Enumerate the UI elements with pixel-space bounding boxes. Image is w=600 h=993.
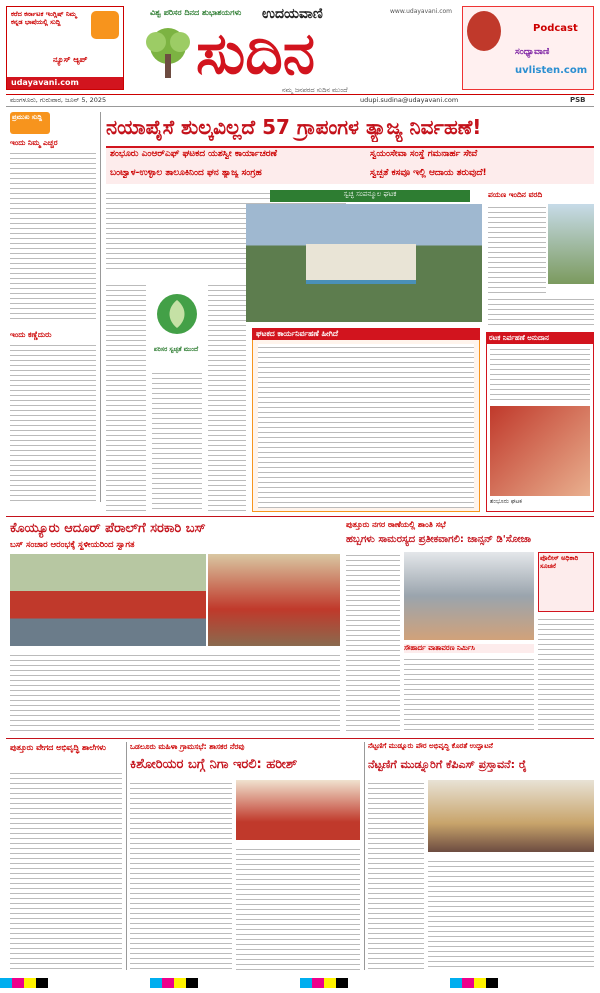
- peace-headline: ಹಬ್ಬಗಳು ಸಾಮರಸ್ಯದ ಪ್ರತೀಕವಾಗಲಿ: ಜಾನ್ಸನ್ ಡಿ'ಸೋಜಾ: [346, 534, 531, 545]
- lead-sub3: ಬಂಟ್ವಾಳ-ಉಳ್ಳಾಲ ತಾಲೂಕಿನಿಂದ ಘನ ತ್ಯಾಜ್ಯ ಸಂಗ್ರಹ: [110, 168, 262, 178]
- masthead-website[interactable]: www.udayavani.com: [390, 8, 453, 15]
- right-tag: ಪಯಣ ಇಂದಿನ ವರದಿ: [488, 190, 543, 199]
- peace-sub: ಸೌಹಾರ್ದ ವಾತಾವರಣ ನಿರ್ಮಿಸಿ: [404, 644, 534, 653]
- ad-brand: udayavani.com: [11, 78, 79, 87]
- bus-sub: ಬಸ್ ಸಂಚಾರ ಆರಂಭಕ್ಕೆ ಸ್ಥಳೀಯರಿಂದ ಸ್ವಾಗತ: [10, 540, 135, 550]
- masthead-brand: ಉದಯವಾಣಿ: [262, 6, 323, 22]
- podcast-brand: uvlisten.com: [515, 65, 588, 76]
- masthead-tagline-bottom: ನಮ್ಮ ಜನಪರದ ಸುದಿನ ಮುಂದೆ: [282, 86, 348, 94]
- presenter-photo: [467, 11, 501, 51]
- lead-body-col1: [106, 282, 146, 512]
- right-box-photo: [490, 406, 590, 496]
- bottom-left-body: [10, 770, 122, 970]
- tree-logo: [138, 24, 198, 84]
- app-label: ನ್ಯೂಸ್ ಆ್ಯಪ್: [53, 55, 88, 64]
- kp-body-right: [428, 858, 594, 970]
- kishori-body-right: [236, 846, 360, 970]
- lead-sub4: ಸ್ವಚ್ಛತೆ ಕಸವೂ ಇಲ್ಲಿ ಆದಾಯ ತರುವುದೆ!: [370, 168, 487, 178]
- lead-body-col2: [208, 282, 246, 512]
- right-box-body: [490, 346, 590, 404]
- right-col-body-2: [488, 296, 594, 328]
- bottom-rule-2: [364, 742, 365, 970]
- app-icon: [91, 11, 119, 39]
- page-code: PSB: [570, 96, 586, 104]
- kp-headline: ನೆಟ್ಟಣಿಗೆ ಮುಡ್ನೂರಿಗೆ ಕೆಪಿಎಸ್ ಪ್ರಸ್ತಾವನೆ: ರೈ: [368, 758, 527, 771]
- masthead-tagline-top: ವಿಶ್ವ ಪರಿಸರ ದಿನದ ಶುಭಾಶಯಗಳು: [150, 8, 242, 17]
- left-item2-title: ಇಂದು ಕಣ್ಣೆದುರು: [10, 330, 52, 339]
- issue-date: ಮಂಗಳೂರು, ಗುರುವಾರ, ಜೂನ್ 5, 2025: [10, 96, 107, 104]
- kishori-photo: [236, 780, 360, 840]
- lead-photo: [246, 204, 482, 322]
- bottom-rule-1: [126, 742, 127, 970]
- color-registration-bar: [0, 978, 600, 988]
- peace-body-right: [538, 616, 594, 734]
- right-box-caption: ಶಂಭೂರು ಘಟಕ: [490, 498, 522, 505]
- left-column-rule: [100, 112, 101, 502]
- kishori-headline: ಕಿಶೋರಿಯರ ಬಗ್ಗೆ ನಿಗಾ ಇರಲಿ: ಹರೀಶ್: [130, 757, 298, 772]
- lead-sub1: ಶಂಭೂರು ಎಂಆರ್‌ಎಫ್‌ ಘಟಕದ ಯಶಸ್ವೀ ಕಾರ್ಯಾಚರಣೆ: [110, 149, 278, 159]
- bus-body: [10, 652, 340, 734]
- section-divider-1: [6, 516, 594, 517]
- peace-photo: [404, 552, 534, 640]
- left-item1-body: [10, 150, 96, 320]
- police-box-text: ಪೊಲೀಸ್ ಅಧಿಕಾರಿ ಸೂಚನೆ: [540, 554, 579, 570]
- env-logo-label: ಪರಿಸರ ಸ್ವಚ್ಛತೆ ಮುಂದೆ: [153, 346, 199, 353]
- peace-body-mid: [404, 656, 534, 734]
- env-logo: [152, 290, 202, 352]
- kp-kicker: ನೆಟ್ಟಣಿಗೆ ಮುಡ್ನೂರು ಪೌರ ಅಭಿವೃದ್ಧಿ ಕೊರತೆ ಉದ್ಘಾಟನೆ: [368, 742, 493, 750]
- lead-body-col3: [152, 370, 202, 512]
- kp-body-left: [368, 780, 424, 970]
- left-advert[interactable]: [6, 6, 124, 90]
- bottom-left-headline: ಪುತ್ತೂರು ವೇಗದ ಅಭಿವೃದ್ಧಿ ಶಾಲೆಗಳು: [10, 743, 106, 752]
- bus-crowd-photo: [208, 554, 340, 646]
- highlights-title: ಘಟಕದ ಕಾರ್ಯನಿರ್ವಹಣೆ ಹೀಗಿದೆ: [252, 328, 480, 340]
- right-col-body: [488, 204, 546, 294]
- right-box-title: ರಟಕ ನಿರ್ವಹಣೆ ಅನುದಾನ: [486, 332, 594, 344]
- bus-photo: [10, 554, 206, 646]
- left-item2-body: [10, 342, 96, 502]
- kishori-body-left: [130, 780, 232, 970]
- podcast-name: ಸಂಧ್ಯಾವಾಣಿ: [515, 47, 550, 57]
- masthead-title: ಸುದಿನ: [196, 19, 315, 87]
- contact-email[interactable]: udupi.sudina@udayavani.com: [360, 96, 459, 104]
- peace-body-left: [346, 552, 400, 734]
- lead-sub2: ಸ್ವಯಂಸೇವಾ ಸಂಸ್ಥೆ ಗಮನಾರ್ಹ ಸೇವೆ: [370, 149, 478, 159]
- podcast-label: Podcast: [533, 23, 578, 34]
- kishori-kicker: ಒಡಲೂರು ಮಹಿಳಾ ಗ್ರಾಮಸಭೆ: ಶಾಸಕರ ನೆರವು: [130, 742, 245, 751]
- left-item1-title: ಇಂದು ನಿಮ್ಮ ಎಚ್ಚರ: [10, 138, 58, 147]
- lead-photo-caption: ಸ್ವಚ್ಛ ಸಂಪನ್ಮೂಲ ಘಟಕ: [270, 190, 470, 202]
- kp-photo: [428, 780, 594, 852]
- left-tag-text: ಪ್ರಮುಖ ಸುದ್ದಿ: [12, 113, 43, 121]
- lead-headline: ನಯಾಪೈಸೆ ಶುಲ್ಕವಿಲ್ಲದೆ 57 ಗ್ರಾಪಂಗಳ ತ್ಯಾಜ್ಯ ನಿರ್ವಹಣೆ!: [106, 115, 482, 139]
- ad-text: ಕರೆದ ಕರ್ನಾಟಕ ಇಂಗ್ಲಿಷ್ ನಿಮ್ಮ ಕನ್ನಡ ಭಾಷೆಯಲ್ಲಿ ಸುದ್ದಿ: [11, 10, 77, 26]
- right-advert[interactable]: [462, 6, 594, 90]
- right-col-photo: [548, 204, 594, 284]
- highlights-list: [258, 344, 474, 508]
- bus-headline: ಕೊಯ್ಯೂರು ಆದೂರ್ ಪೆರಾಲ್‌ಗೆ ಸರಕಾರಿ ಬಸ್: [10, 521, 206, 536]
- peace-kicker: ಪುತ್ತೂರು ನಗರ ಠಾಣೆಯಲ್ಲಿ ಶಾಂತಿ ಸಭೆ: [346, 520, 446, 529]
- section-divider-2: [6, 738, 594, 739]
